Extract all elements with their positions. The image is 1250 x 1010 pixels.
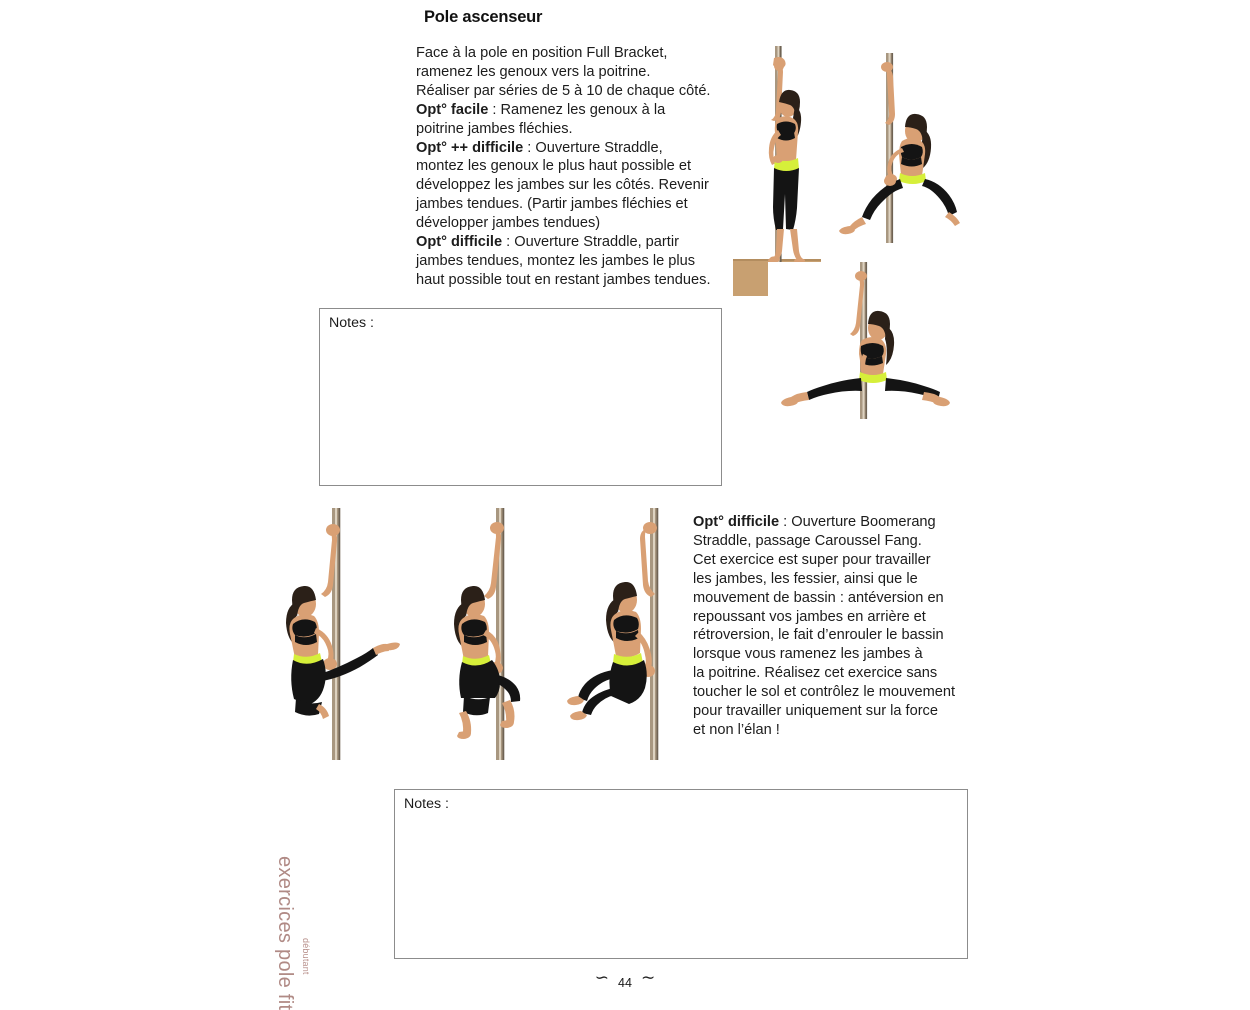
text-line: et non l’élan ! bbox=[693, 721, 780, 738]
text-line: Opt° difficile : Ouverture Boomerang bbox=[693, 514, 936, 530]
text-line: Face à la pole en position Full Bracket, bbox=[416, 45, 668, 61]
side-caption-main: exercices pole fit bbox=[274, 856, 296, 1010]
page-footer bbox=[0, 968, 1250, 990]
text-line: jambes tendues. (Partir jambes fléchies et bbox=[416, 196, 688, 213]
text-line: Opt° difficile : Ouverture Straddle, partir bbox=[416, 234, 679, 251]
swash-ornament-left-icon: ∽ bbox=[594, 968, 610, 987]
text-line: la poitrine. Réalisez cet exercice sans bbox=[693, 665, 938, 682]
page-title: Pole ascenseur bbox=[424, 8, 543, 26]
text-line: mouvement de bassin : antéversion en bbox=[693, 589, 944, 606]
text-line: développez les jambes sur les côtés. Revenir bbox=[416, 177, 709, 194]
text-line: rétroversion, le fait d’enrouler le bassin bbox=[693, 627, 944, 644]
notes-label: Notes : bbox=[329, 315, 374, 331]
notes-label: Notes : bbox=[404, 796, 449, 812]
text-line: Opt° ++ difficile : Ouverture Straddle, bbox=[416, 139, 663, 156]
text-line: ramenez les genoux vers la poitrine. bbox=[416, 63, 651, 80]
photo-full-bracket-standing bbox=[733, 46, 821, 296]
text-line: lorsque vous ramenez les jambes à bbox=[693, 646, 923, 663]
text-line: Opt° facile : Ramenez les genoux à la bbox=[416, 101, 666, 118]
side-caption-sub: débutant bbox=[301, 938, 311, 975]
photo-knees-to-chest-tuck bbox=[824, 53, 962, 243]
notes-box-upper[interactable] bbox=[319, 308, 722, 486]
text-line: montez les genoux le plus haut possible et bbox=[416, 158, 692, 175]
text-line: développer jambes tendues) bbox=[416, 215, 601, 232]
text-line: haut possible tout en restant jambes tendues. bbox=[416, 271, 711, 288]
swash-ornament-right-icon: ∽ bbox=[640, 968, 656, 987]
text-line: les jambes, les fessier, ainsi que le bbox=[693, 570, 918, 587]
boomerang-description-text bbox=[693, 513, 965, 740]
text-line: Cet exercice est super pour travailler bbox=[693, 551, 931, 568]
text-line: toucher le sol et contrôlez le mouvement bbox=[693, 684, 956, 701]
text-line: Straddle, passage Caroussel Fang. bbox=[693, 532, 922, 549]
text-line: Réaliser par séries de 5 à 10 de chaque côté. bbox=[416, 82, 711, 99]
text-line: poitrine jambes fléchies. bbox=[416, 120, 573, 137]
intro-description-text bbox=[416, 44, 726, 290]
notes-box-lower[interactable] bbox=[394, 789, 968, 959]
text-line: repoussant vos jambes en arrière et bbox=[693, 608, 926, 625]
photo-pelvis-tuck-knees-in bbox=[540, 508, 670, 760]
page-number: 44 bbox=[618, 976, 632, 990]
photo-boomerang-leg-extend bbox=[272, 508, 422, 760]
text-line: jambes tendues, montez les jambes le plus bbox=[416, 252, 696, 269]
text-line: pour travailler uniquement sur la force bbox=[693, 703, 938, 720]
photo-straddle-open-legs bbox=[768, 262, 964, 419]
